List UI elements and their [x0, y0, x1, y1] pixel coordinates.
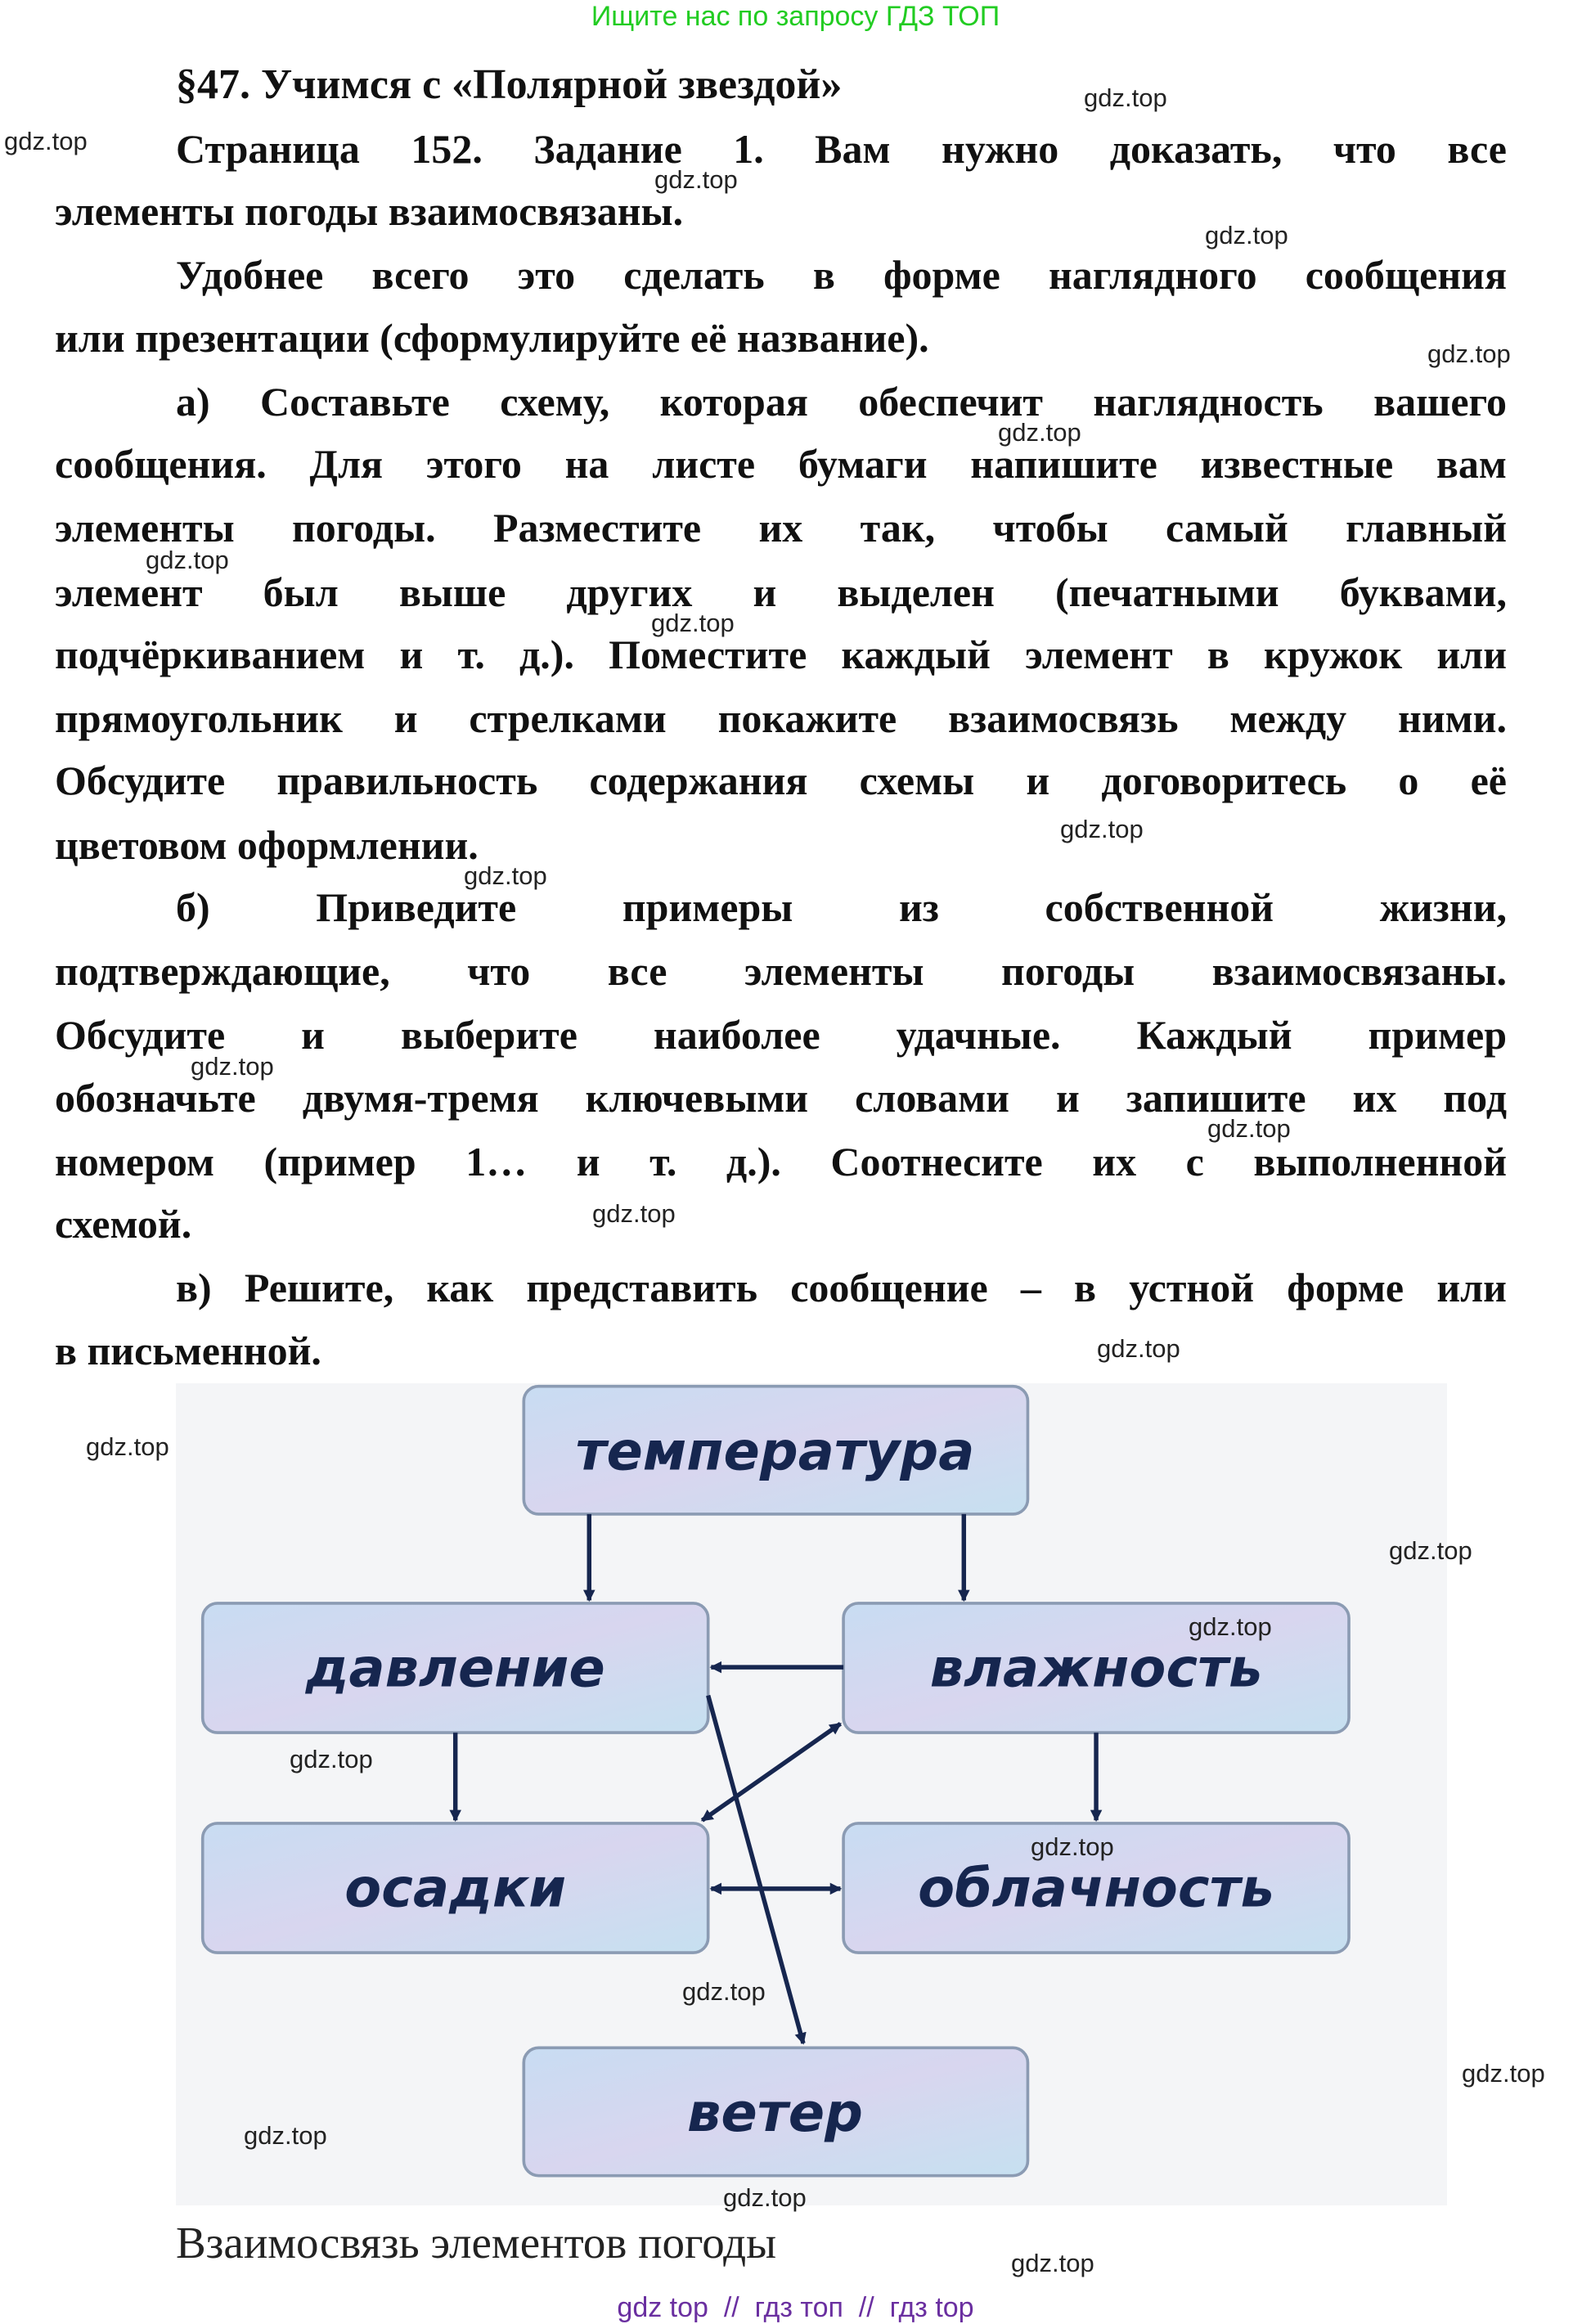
text-line: Обсудите правильность содержания схемы и договоритесь о её — [55, 757, 1507, 803]
text-line: подчёркиванием и т. д.). Поместите каждый элемент в кружок или — [55, 632, 1507, 677]
watermark: gdz.top — [1207, 1114, 1291, 1143]
text-line: прямоугольник и стрелками покажите взаимосвязь между ними. — [55, 695, 1507, 741]
text-line: элемент был выше других и выделен (печатными буквами, — [55, 569, 1507, 615]
text-line: Обсудите и выберите наиболее удачные. Каждый пример — [55, 1012, 1507, 1058]
text-line: элементы погоды. Разместите их так, чтобы самый главный — [55, 505, 1507, 551]
section-title: §47. Учимся с «Полярной звездой» — [176, 61, 843, 108]
watermark: gdz.top — [1011, 2249, 1094, 2277]
text-line: а) Составьте схему, которая обеспечит наглядность вашего — [176, 379, 1507, 425]
watermark: gdz.top — [191, 1052, 274, 1081]
watermark: gdz.top — [654, 165, 738, 194]
watermark: gdz.top — [1060, 815, 1144, 843]
node-label: осадки — [344, 1857, 567, 1920]
watermark: gdz.top — [290, 1745, 373, 1773]
node-label: температура — [575, 1420, 975, 1483]
watermark: gdz.top — [146, 546, 229, 574]
watermark: gdz.top — [464, 861, 547, 890]
watermark: gdz.top — [244, 2121, 327, 2150]
text-line: элементы погоды взаимосвязаны. — [55, 188, 684, 234]
text-line: подтверждающие, что все элементы погоды взаимосвязаны. — [55, 948, 1507, 994]
text-line: обозначьте двумя-тремя ключевыми словами и запишите их под — [55, 1075, 1507, 1121]
text-line: сообщения. Для этого на листе бумаги напишите известные вам — [55, 441, 1507, 487]
text-line: Страница 152. Задание 1. Вам нужно доказать, что все — [176, 126, 1507, 172]
watermark: gdz.top — [1097, 1334, 1180, 1363]
footer-links[interactable]: gdz top // гдз топ // гдз top — [617, 2292, 974, 2323]
text-line: б) Приведите примеры из собственной жизни, — [176, 884, 1507, 930]
watermark: gdz.top — [1205, 221, 1288, 249]
text-line: или презентации (сформулируйте её название). — [55, 315, 929, 361]
watermark: gdz.top — [1031, 1832, 1114, 1861]
node-label: влажность — [929, 1637, 1263, 1700]
text-line: в) Решите, как представить сообщение – в устной форме или — [176, 1265, 1507, 1310]
search-banner: Ищите нас по запросу ГДЗ ТОП — [591, 1, 1000, 32]
watermark: gdz.top — [682, 1977, 766, 2006]
text-line: номером (пример 1… и т. д.). Соотнесите их с выполненной — [55, 1139, 1507, 1184]
watermark: gdz.top — [592, 1199, 676, 1228]
node-label: облачность — [918, 1857, 1274, 1920]
watermark: gdz.top — [651, 609, 735, 637]
text-line: в письменной. — [55, 1328, 321, 1373]
text-line: цветовом оформлении. — [55, 822, 479, 868]
watermark: gdz.top — [1462, 2059, 1545, 2088]
node-label: ветер — [687, 2082, 863, 2145]
node-label: давление — [305, 1637, 605, 1700]
watermark: gdz.top — [1389, 1536, 1472, 1565]
text-line: Удобнее всего это сделать в форме наглядного сообщения — [176, 252, 1507, 298]
text-line: схемой. — [55, 1201, 192, 1247]
watermark: gdz.top — [723, 2183, 807, 2212]
diagram-caption: Взаимосвязь элементов погоды — [176, 2218, 777, 2268]
watermark: gdz.top — [86, 1432, 169, 1461]
watermark: gdz.top — [1427, 339, 1511, 368]
watermark: gdz.top — [1084, 83, 1167, 112]
watermark: gdz.top — [4, 127, 88, 155]
watermark: gdz.top — [1189, 1612, 1272, 1641]
weather-elements-diagram — [176, 1383, 1447, 2205]
watermark: gdz.top — [998, 418, 1081, 447]
